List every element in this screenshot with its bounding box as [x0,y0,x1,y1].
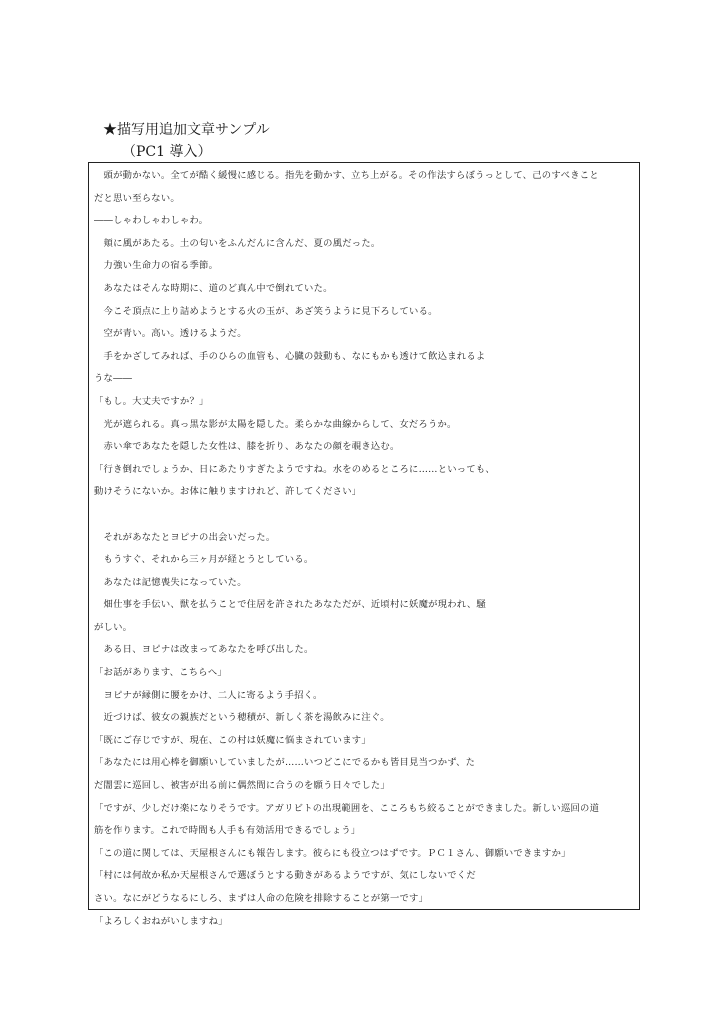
text-line: 「ですが、少しだけ楽になりそうです。アガリビトの出現範囲を、こころもち絞ることができました。新しい巡回の道 [94,802,600,814]
text-line: ある日、ヨピナは改まってあなたを呼び出した。 [94,644,314,656]
text-line: もうすぐ、それから三ヶ月が経とうとしている。 [94,554,314,566]
text-line: あなたはそんな時期に、道のど真ん中で倒れていた。 [94,282,333,294]
text-lines [94,165,634,933]
text-line: 動けそうにないか。お体に触りますけれど、許してください」 [94,486,362,498]
text-line: 手をかざしてみれば、手のひらの血管も、心臓の鼓動も、なにもかも透けて飲込まれるよ [94,350,486,362]
text-line: 今こそ頂点に上り詰めようとする火の玉が、あざ笑うように見下ろしている。 [94,305,438,317]
text-line: 頭が動かない。全てが酷く緩慢に感じる。指先を動かす、立ち上がる。その作法すらぼうっとして、己のすべきこと [94,170,599,181]
text-line: 赤い傘であなたを隠した女性は、膝を折り、あなたの顔を覗き込む。 [94,441,400,453]
text-line: 畑仕事を手伝い、獣を払うことで住居を許されたあなただが、近頃村に妖魔が現われ、騒 [94,599,486,611]
text-line: 頬に風があたる。土の匂いをふんだんに含んだ、夏の風だった。 [94,237,381,249]
text-line: うな―― [94,373,133,385]
text-line: それがあなたとヨピナの出会いだった。 [94,531,276,543]
text-line: ――しゃわしゃわしゃわ。 [94,215,209,227]
sample-text-box [88,162,640,927]
text-line: 光が遮られる。真っ黒な影が太陽を隠した。柔らかな曲線からして、女だろうか。 [94,418,457,430]
text-line: ヨピナが縁側に腰をかけ、二人に寄るよう手招く。 [94,689,323,701]
document-title: ★描写用追加文章サンプル [103,122,270,138]
text-line: あなたは記憶喪失になっていた。 [94,576,247,588]
text-line: 「村には何故か私か天屋根さんで選ぼうとする動きがあるようですが、気にしないでくだ [94,870,476,882]
text-line: 筋を作ります。これで時間も人手も有効活用できるでしょう」 [94,825,361,837]
text-line: 「この道に関しては、天屋根さんにも報告します。彼らにも役立つはずです。ＰＣ１さん、御願いできますか」 [94,847,571,859]
text-line: 「お話があります、こちらへ」 [94,667,227,679]
text-line: 「あなたには用心棒を御願いしていましたが……いつどこにでるかも皆目見当つかず、た [94,757,476,769]
text-line: 「よろしくおねがいしますね」 [94,915,228,927]
text-line: さい。なにがどうなるにしろ、まずは人命の危険を排除することが第一です」 [94,893,429,904]
text-line: だ闇雲に巡回し、被害が出る前に偶然間に合うのを願う日々でした」 [94,780,390,792]
text-line: 「もし。大丈夫ですか？」 [94,395,209,407]
text-line: 近づけば、彼女の親族だという穂積が、新しく茶を湯飲みに注ぐ。 [94,712,390,724]
blank-line [94,504,634,527]
text-line: 空が青い。高い。透けるようだ。 [94,328,247,340]
document-subtitle: （PC1 導入） [122,144,212,160]
text-line: だと思い至らない。 [94,192,180,204]
text-line: 「既にご存じですが、現在、この村は妖魔に悩まされています」 [94,734,371,746]
text-line: 「行き倒れでしょうか、日にあたりすぎたようですね。水をのめるところに……といっても、 [94,463,495,475]
text-line: 力強い生命力の宿る季節。 [94,260,219,272]
text-line: がしい。 [94,621,133,633]
